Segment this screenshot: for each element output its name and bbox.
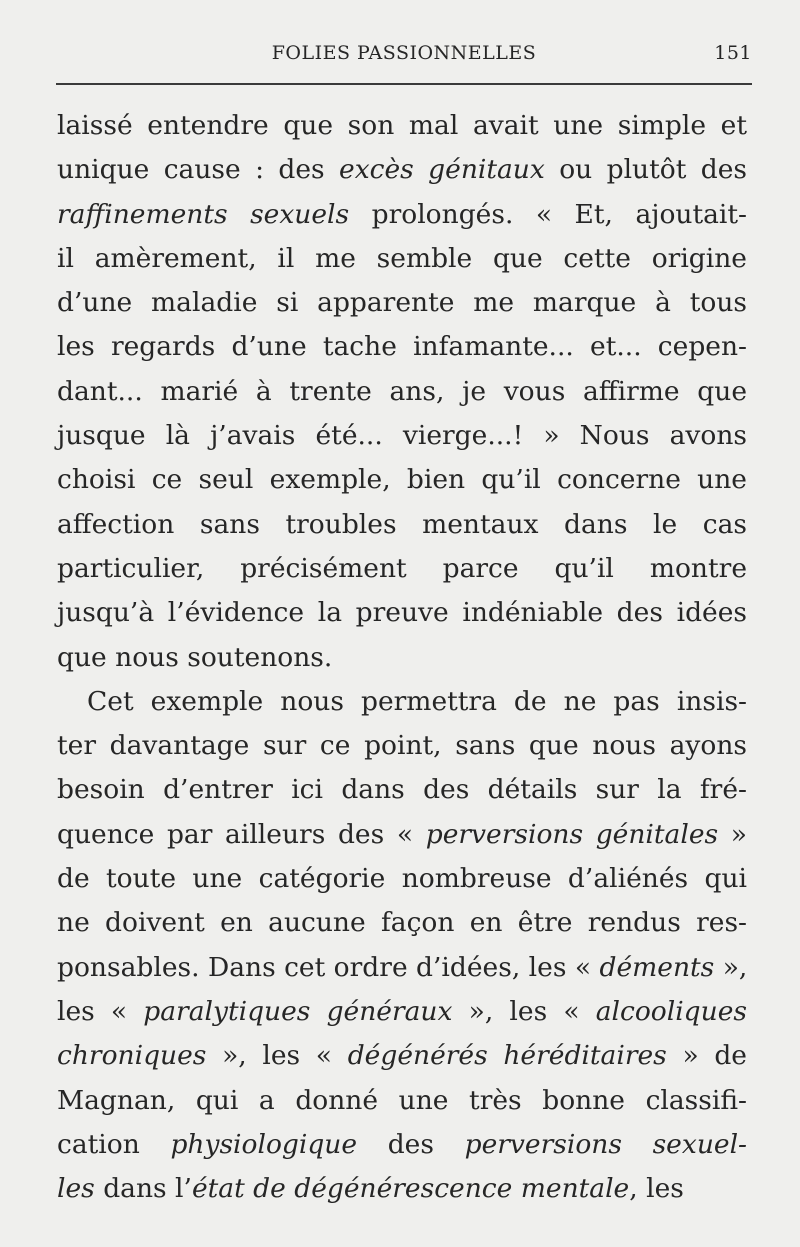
text-run: il amèrement, il me semble que cette origine	[57, 242, 747, 274]
italic-text: chroniques	[57, 1040, 207, 1072]
running-title: FOLIES PASSIONNELLES	[271, 42, 537, 64]
header-rule	[56, 83, 752, 85]
text-line	[57, 768, 747, 812]
text-run: Magnan, qui a donné une très bonne classifi-	[57, 1084, 747, 1116]
running-head	[56, 42, 752, 76]
text-run: ou plutôt des	[544, 154, 748, 186]
italic-text: paralytiques généraux	[143, 995, 453, 1027]
text-run: »,	[714, 951, 748, 983]
text-run: » de	[666, 1040, 747, 1072]
text-run: laissé entendre que son mal avait une simple et	[57, 110, 747, 141]
text-run: »	[718, 818, 747, 850]
text-run: Cet exemple nous permettra de ne pas insis-	[87, 685, 747, 717]
text-line	[57, 325, 747, 369]
text-run: dant... marié à trente ans, je vous affirme que	[57, 375, 747, 407]
text-line	[57, 458, 747, 502]
text-line	[57, 1123, 747, 1167]
text-run: unique cause : des	[57, 154, 340, 186]
text-run: des	[357, 1128, 465, 1160]
text-line	[57, 857, 747, 901]
text-run: les «	[57, 995, 144, 1027]
text-line	[57, 104, 747, 148]
italic-text: perversions sexuel-	[464, 1128, 747, 1160]
text-run: cation	[57, 1128, 171, 1160]
text-run: de toute une catégorie nombreuse d’aliénés qui	[57, 863, 747, 895]
italic-text: perversions génitales	[425, 818, 719, 850]
text-line	[57, 813, 747, 857]
page-number: 151	[714, 42, 752, 64]
text-run: choisi ce seul exemple, bien qu’il concerne une	[57, 464, 747, 496]
italic-text: physiologique	[170, 1128, 358, 1160]
italic-text: les	[57, 1173, 95, 1205]
text-line	[57, 1034, 747, 1078]
text-line	[57, 193, 747, 237]
text-run: quence par ailleurs des «	[57, 818, 426, 850]
text-run: particulier, précisément parce qu’il montre	[57, 552, 747, 584]
text-run: », les «	[452, 995, 596, 1027]
italic-text: déments	[599, 951, 715, 983]
text-line	[57, 148, 747, 192]
body-text	[57, 104, 747, 1211]
text-line	[57, 724, 747, 768]
text-line	[57, 547, 747, 591]
text-run: que nous soutenons.	[57, 641, 333, 673]
italic-text: excès génitaux	[339, 154, 545, 186]
text-run: ponsables. Dans cet ordre d’idées, les «	[57, 951, 600, 983]
italic-text: état de dégénérescence mentale	[191, 1173, 630, 1205]
text-run: dans l’	[94, 1173, 192, 1205]
text-line	[57, 990, 747, 1034]
text-run: », les «	[206, 1040, 348, 1072]
text-run: besoin d’entrer ici dans des détails sur la fré-	[57, 774, 747, 806]
text-run: affection sans troubles mentaux dans le cas	[57, 508, 747, 540]
text-run: jusque là j’avais été... vierge...! » Nous avons	[57, 420, 747, 452]
text-run: ter davantage sur ce point, sans que nous ayons	[57, 730, 747, 762]
text-line	[57, 946, 747, 990]
text-line	[57, 370, 747, 414]
italic-text: alcooliques	[595, 995, 747, 1027]
text-line	[57, 503, 747, 547]
italic-text: dégénérés héréditaires	[347, 1040, 667, 1072]
text-line	[57, 1079, 747, 1123]
text-run: d’une maladie si apparente me marque à tous	[57, 287, 747, 319]
text-line	[57, 237, 747, 281]
text-line	[57, 591, 747, 635]
italic-text: raffinements sexuels	[57, 198, 350, 230]
text-run: les regards d’une tache infamante... et... cepen-	[57, 331, 747, 363]
text-line	[57, 414, 747, 458]
text-run: prolongés. « Et, ajoutait-	[349, 198, 748, 230]
text-line	[57, 901, 747, 945]
text-line	[57, 281, 747, 325]
text-line	[57, 1167, 747, 1211]
text-run: ne doivent en aucune façon en être rendus res-	[57, 907, 747, 939]
text-run: jusqu’à l’évidence la preuve indéniable des idées	[57, 597, 747, 629]
text-line	[57, 636, 747, 680]
text-line	[57, 680, 747, 724]
text-run: , les	[629, 1173, 684, 1205]
